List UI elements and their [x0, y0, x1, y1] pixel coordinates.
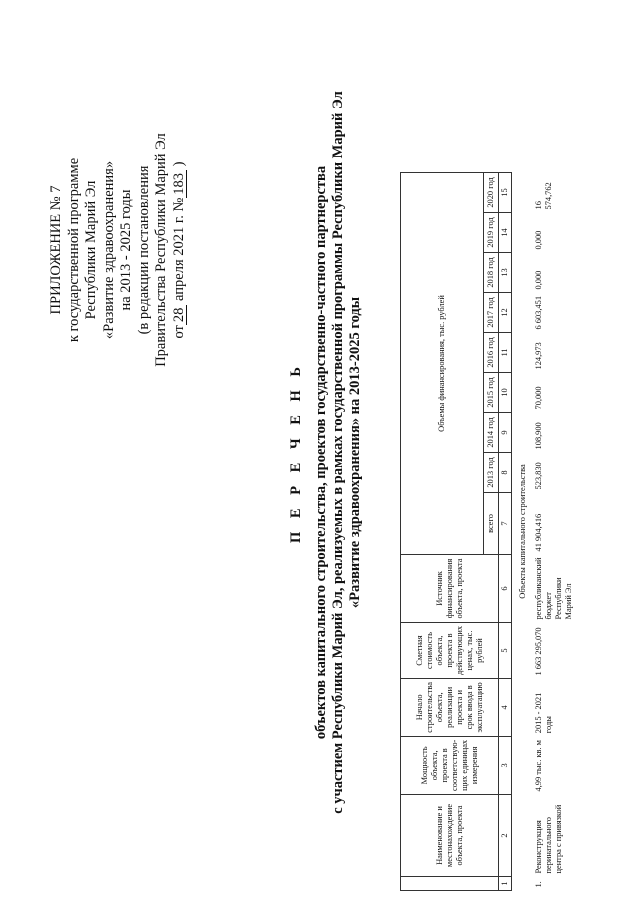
row-name: Реконструкция перинатального центра с привязкой [534, 804, 563, 874]
column-number-row [499, 172, 512, 890]
year-header: всего [484, 492, 499, 554]
year-header: 2016 год [484, 332, 499, 372]
column-number: 14 [499, 212, 512, 252]
column-number: 4 [499, 679, 512, 737]
column-number: 3 [499, 736, 512, 794]
year-header: 2017 год [484, 292, 499, 332]
header-cell: Начало строительства объекта, реализации проекта и срок ввода в эксплуатацию [401, 679, 499, 737]
column-number: 12 [499, 292, 512, 332]
column-number: 11 [499, 332, 512, 372]
row-capacity: 4,99 тыс. кв. м [534, 740, 543, 792]
year-header: 2015 год [484, 372, 499, 412]
appendix-line: (в редакции постановления [135, 165, 152, 335]
appendix-date-line [171, 40, 189, 460]
header-cell-funding: Объемы финансирования, тыс. рублей [401, 172, 484, 554]
appendix-line: «Развитие здравоохранения» [100, 160, 117, 340]
appendix-line: к государственной программе [65, 157, 82, 343]
section-row [512, 172, 531, 890]
row-value: 523,830 [534, 462, 543, 490]
column-number: 8 [499, 452, 512, 492]
column-number: 6 [499, 554, 512, 622]
appendix-line: ПРИЛОЖЕНИЕ № 7 [48, 185, 64, 315]
page-title: П Е Р Е Ч Е Н Ь [288, 361, 304, 544]
date-prefix: от [170, 325, 187, 339]
appendix-line: на 2013 - 2025 годы [118, 189, 134, 311]
row-value: 16 574,762 [534, 182, 553, 210]
row-value: 124,973 [534, 342, 543, 370]
section-title: Объекты капитального строительства [518, 464, 527, 599]
year-header: 2020 год [484, 172, 499, 212]
header-cell: Сметная стоимость объекта, проекта в действующих ценах, тыс. рублей [401, 622, 499, 678]
date-suffix: ) [170, 161, 187, 167]
title-line: «Развитие здравоохранения» на 2013-2025 годы [347, 296, 363, 609]
year-header: 2019 год [484, 212, 499, 252]
year-header: 2018 год [484, 252, 499, 292]
column-number: 1 [499, 877, 512, 891]
year-header: 2014 год [484, 412, 499, 452]
table-row [530, 172, 578, 890]
column-number: 10 [499, 372, 512, 412]
appendix-line: Правительства Республики Марий Эл [153, 133, 169, 367]
row-cost: 1 663 295,070 [534, 627, 543, 676]
row-value: 0,000 [534, 230, 543, 250]
column-number: 13 [499, 252, 512, 292]
title-line: объектов капитального строительства, проектов государственно-частного партнерства [313, 165, 329, 740]
header-cell: Мощность объекта, проекта в соответствую-щих единицах измерения [401, 736, 499, 794]
date-month-year: апреля 2021 г. № [170, 197, 187, 301]
header-cell-num [401, 877, 499, 891]
doc-number: 183 [172, 170, 187, 198]
row-value: 70,000 [534, 386, 543, 410]
column-number: 2 [499, 795, 512, 877]
objects-table [400, 172, 578, 891]
column-number: 9 [499, 412, 512, 452]
row-value: 0,000 [534, 270, 543, 290]
title-line: с участием Республики Марий Эл, реализуемых в рамках государственной программы Республики Марий Эл [330, 91, 346, 814]
column-number: 15 [499, 172, 512, 212]
column-number: 7 [499, 492, 512, 554]
row-value: 108,900 [534, 422, 543, 450]
appendix-block [48, 40, 188, 460]
year-header: 2013 год [484, 452, 499, 492]
row-value: 41 904,416 [534, 513, 543, 552]
appendix-line: Республики Марий Эл [83, 180, 99, 320]
row-period: 2015 - 2021 годы [534, 692, 553, 734]
row-value: 6 603,451 [534, 295, 543, 330]
header-cell: Наименование и местонахождение объекта, проекта [401, 795, 499, 877]
column-number: 5 [499, 622, 512, 678]
header-row [401, 172, 484, 890]
header-cell: Источник финансирования объекта, проекта [401, 554, 499, 622]
date-day: 28 [172, 305, 187, 326]
row-num: 1. [534, 881, 543, 888]
row-source: республиканский бюджет Республики Марий Эл [534, 557, 573, 620]
